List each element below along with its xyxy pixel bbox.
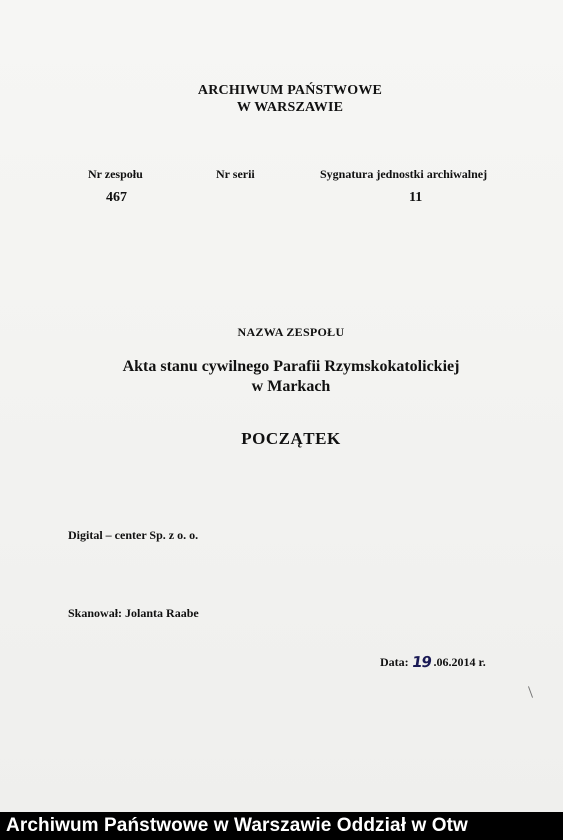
fond-name-label: NAZWA ZESPOŁU <box>237 325 345 339</box>
fond-number-value: 467 <box>106 190 127 205</box>
archive-title-line2: W WARSZAWIE <box>236 100 344 115</box>
start-marker: POCZĄTEK <box>241 429 341 448</box>
unit-signature-value: 11 <box>409 190 423 205</box>
footer-bar <box>0 812 563 840</box>
fond-name-line2: w Markach <box>251 378 331 395</box>
date-rest: .06.2014 r. <box>433 655 486 669</box>
series-number-label: Nr serii <box>216 167 255 181</box>
scanned-by: Skanował: Jolanta Raabe <box>68 606 199 620</box>
archive-title-line1: ARCHIWUM PAŃSTWOWE <box>197 83 383 98</box>
fond-number-label: Nr zespołu <box>88 167 143 181</box>
unit-signature-label: Sygnatura jednostki archiwalnej <box>320 167 488 181</box>
date-line <box>380 652 486 670</box>
date-prefix: Data: <box>380 655 409 669</box>
company-name: Digital – center Sp. z o. o. <box>68 528 199 542</box>
archive-title <box>0 82 563 116</box>
fond-name <box>0 357 563 397</box>
fond-name-line1: Akta stanu cywilnego Parafii Rzymskokatolickiej <box>122 358 460 375</box>
date-day-handwritten: 19 <box>410 653 432 671</box>
pen-mark <box>528 686 533 698</box>
footer-watermark-text: Archiwum Państwowe w Warszawie Oddział w Otw <box>6 815 468 836</box>
